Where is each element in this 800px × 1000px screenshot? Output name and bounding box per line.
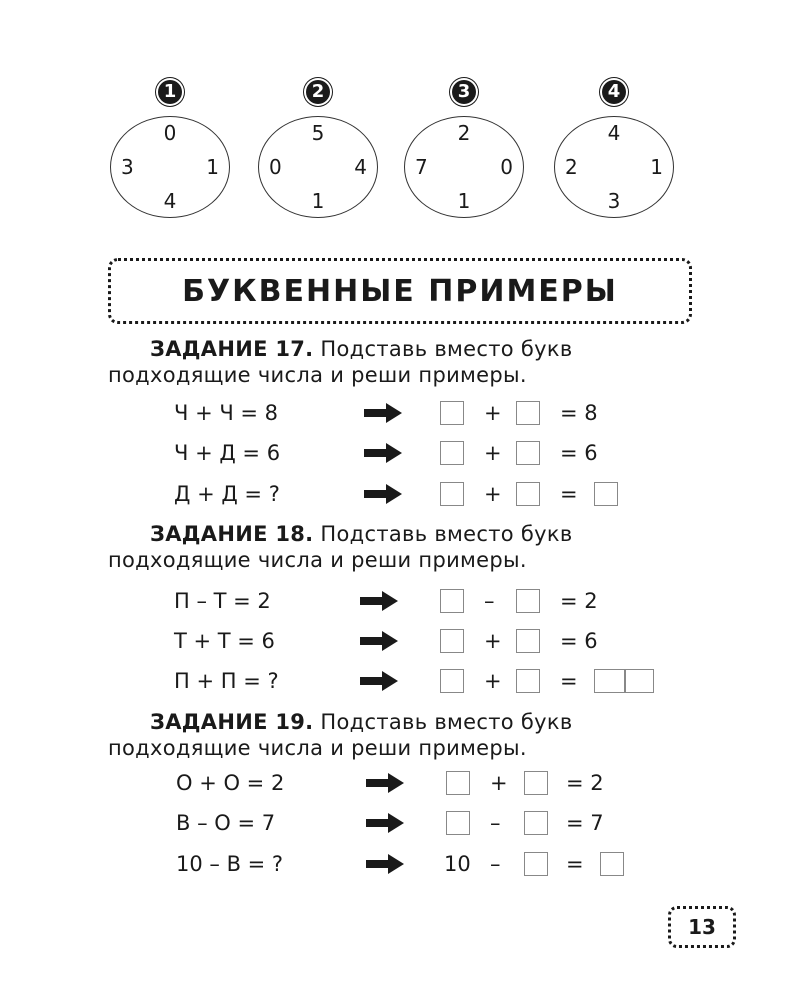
answer-box[interactable] bbox=[524, 852, 548, 876]
section-title-banner bbox=[108, 258, 692, 324]
clock-dial bbox=[554, 116, 674, 218]
letter-expression: Ч + Д = 6 bbox=[174, 441, 281, 465]
equation-result: = bbox=[566, 852, 584, 876]
dial-digit-right: 1 bbox=[650, 155, 663, 179]
clock-number-badge: 3 bbox=[452, 80, 476, 104]
dial-digit-top: 0 bbox=[163, 121, 177, 145]
dial-digit-left: 2 bbox=[565, 155, 578, 179]
page-number-badge bbox=[668, 906, 736, 948]
letter-expression: 10 – В = ? bbox=[176, 852, 284, 876]
task-title: ЗАДАНИЕ 17. bbox=[150, 337, 314, 361]
clock-1 bbox=[100, 80, 240, 225]
task-19-instructions bbox=[108, 709, 698, 761]
letter-expression: П – Т = 2 bbox=[174, 589, 271, 613]
letter-expression: Ч + Ч = 8 bbox=[174, 401, 279, 425]
dial-digit-left: 0 bbox=[269, 155, 282, 179]
equation-result: = 2 bbox=[560, 589, 598, 613]
operator: + bbox=[484, 669, 502, 693]
equation-result: = 2 bbox=[566, 771, 604, 795]
answer-box[interactable] bbox=[440, 629, 464, 653]
result-box[interactable] bbox=[594, 482, 618, 506]
dial-digit-top: 4 bbox=[607, 121, 621, 145]
equation-result: = 6 bbox=[560, 441, 598, 465]
dial-digit-right: 0 bbox=[500, 155, 513, 179]
answer-box[interactable] bbox=[446, 811, 470, 835]
dial-digit-right: 1 bbox=[206, 155, 219, 179]
dial-digit-bottom: 3 bbox=[607, 189, 621, 213]
clock-number-badge: 1 bbox=[158, 80, 182, 104]
answer-box[interactable] bbox=[440, 441, 464, 465]
answer-box[interactable] bbox=[524, 811, 548, 835]
given-number: 10 bbox=[444, 852, 471, 876]
task-17-row-3 bbox=[0, 478, 800, 510]
task-18-instructions bbox=[108, 521, 698, 573]
dial-digit-bottom: 1 bbox=[311, 189, 325, 213]
letter-expression: О + О = 2 bbox=[176, 771, 285, 795]
clock-2 bbox=[248, 80, 388, 225]
operator: – bbox=[490, 852, 501, 876]
answer-box[interactable] bbox=[516, 441, 540, 465]
equation-result: = bbox=[560, 482, 578, 506]
right-arrow-icon bbox=[360, 665, 398, 697]
task-17-row-1 bbox=[0, 397, 800, 429]
task-17-row-2 bbox=[0, 437, 800, 469]
clock-number-badge: 2 bbox=[306, 80, 330, 104]
task-17-instructions bbox=[108, 336, 698, 388]
task-18-row-3 bbox=[0, 665, 800, 697]
operator: + bbox=[490, 771, 508, 795]
dial-digit-right: 4 bbox=[354, 155, 367, 179]
right-arrow-icon bbox=[366, 807, 404, 839]
section-title: БУКВЕННЫЕ ПРИМЕРЫ bbox=[182, 273, 618, 309]
task-text: подходящие числа и реши примеры. bbox=[108, 736, 527, 760]
task-18-row-2 bbox=[0, 625, 800, 657]
task-text: Подставь вместо букв bbox=[320, 710, 573, 734]
clock-dial bbox=[110, 116, 230, 218]
answer-box[interactable] bbox=[440, 669, 464, 693]
right-arrow-icon bbox=[364, 397, 402, 429]
answer-box[interactable] bbox=[440, 589, 464, 613]
answer-box[interactable] bbox=[524, 771, 548, 795]
task-text: подходящие числа и реши примеры. bbox=[108, 548, 527, 572]
task-text: Подставь вместо букв bbox=[320, 522, 573, 546]
operator: – bbox=[484, 589, 495, 613]
answer-box[interactable] bbox=[440, 401, 464, 425]
right-arrow-icon bbox=[364, 437, 402, 469]
page-number: 13 bbox=[688, 915, 716, 939]
dial-digit-bottom: 1 bbox=[457, 189, 471, 213]
answer-box[interactable] bbox=[440, 482, 464, 506]
right-arrow-icon bbox=[360, 585, 398, 617]
answer-box[interactable] bbox=[516, 482, 540, 506]
operator: + bbox=[484, 629, 502, 653]
dial-digit-top: 2 bbox=[457, 121, 471, 145]
clock-number-badge: 4 bbox=[602, 80, 626, 104]
right-arrow-icon bbox=[364, 478, 402, 510]
right-arrow-icon bbox=[366, 848, 404, 880]
operator: + bbox=[484, 401, 502, 425]
task-19-row-3 bbox=[0, 848, 800, 880]
equation-result: = 6 bbox=[560, 629, 598, 653]
two-digit-result-box[interactable] bbox=[594, 669, 654, 693]
task-text: подходящие числа и реши примеры. bbox=[108, 363, 527, 387]
dial-digit-left: 3 bbox=[121, 155, 134, 179]
answer-box[interactable] bbox=[446, 771, 470, 795]
task-18-row-1 bbox=[0, 585, 800, 617]
answer-box[interactable] bbox=[516, 669, 540, 693]
task-title: ЗАДАНИЕ 19. bbox=[150, 710, 314, 734]
letter-expression: Д + Д = ? bbox=[174, 482, 280, 506]
clock-3 bbox=[394, 80, 534, 225]
task-text: Подставь вместо букв bbox=[320, 337, 573, 361]
operator: – bbox=[490, 811, 501, 835]
equation-result: = 8 bbox=[560, 401, 598, 425]
result-box[interactable] bbox=[600, 852, 624, 876]
right-arrow-icon bbox=[366, 767, 404, 799]
operator: + bbox=[484, 482, 502, 506]
letter-expression: В – О = 7 bbox=[176, 811, 276, 835]
answer-box[interactable] bbox=[516, 629, 540, 653]
dial-digit-top: 5 bbox=[311, 121, 325, 145]
clock-dial bbox=[258, 116, 378, 218]
letter-expression: П + П = ? bbox=[174, 669, 279, 693]
task-19-row-2 bbox=[0, 807, 800, 839]
letter-expression: Т + Т = 6 bbox=[174, 629, 275, 653]
task-title: ЗАДАНИЕ 18. bbox=[150, 522, 314, 546]
equation-result: = 7 bbox=[566, 811, 604, 835]
right-arrow-icon bbox=[360, 625, 398, 657]
dial-digit-left: 7 bbox=[415, 155, 428, 179]
answer-box[interactable] bbox=[516, 401, 540, 425]
dial-digit-bottom: 4 bbox=[163, 189, 177, 213]
equation-result: = bbox=[560, 669, 578, 693]
clock-4 bbox=[544, 80, 684, 225]
task-19-row-1 bbox=[0, 767, 800, 799]
clock-dial bbox=[404, 116, 524, 218]
operator: + bbox=[484, 441, 502, 465]
answer-box[interactable] bbox=[516, 589, 540, 613]
